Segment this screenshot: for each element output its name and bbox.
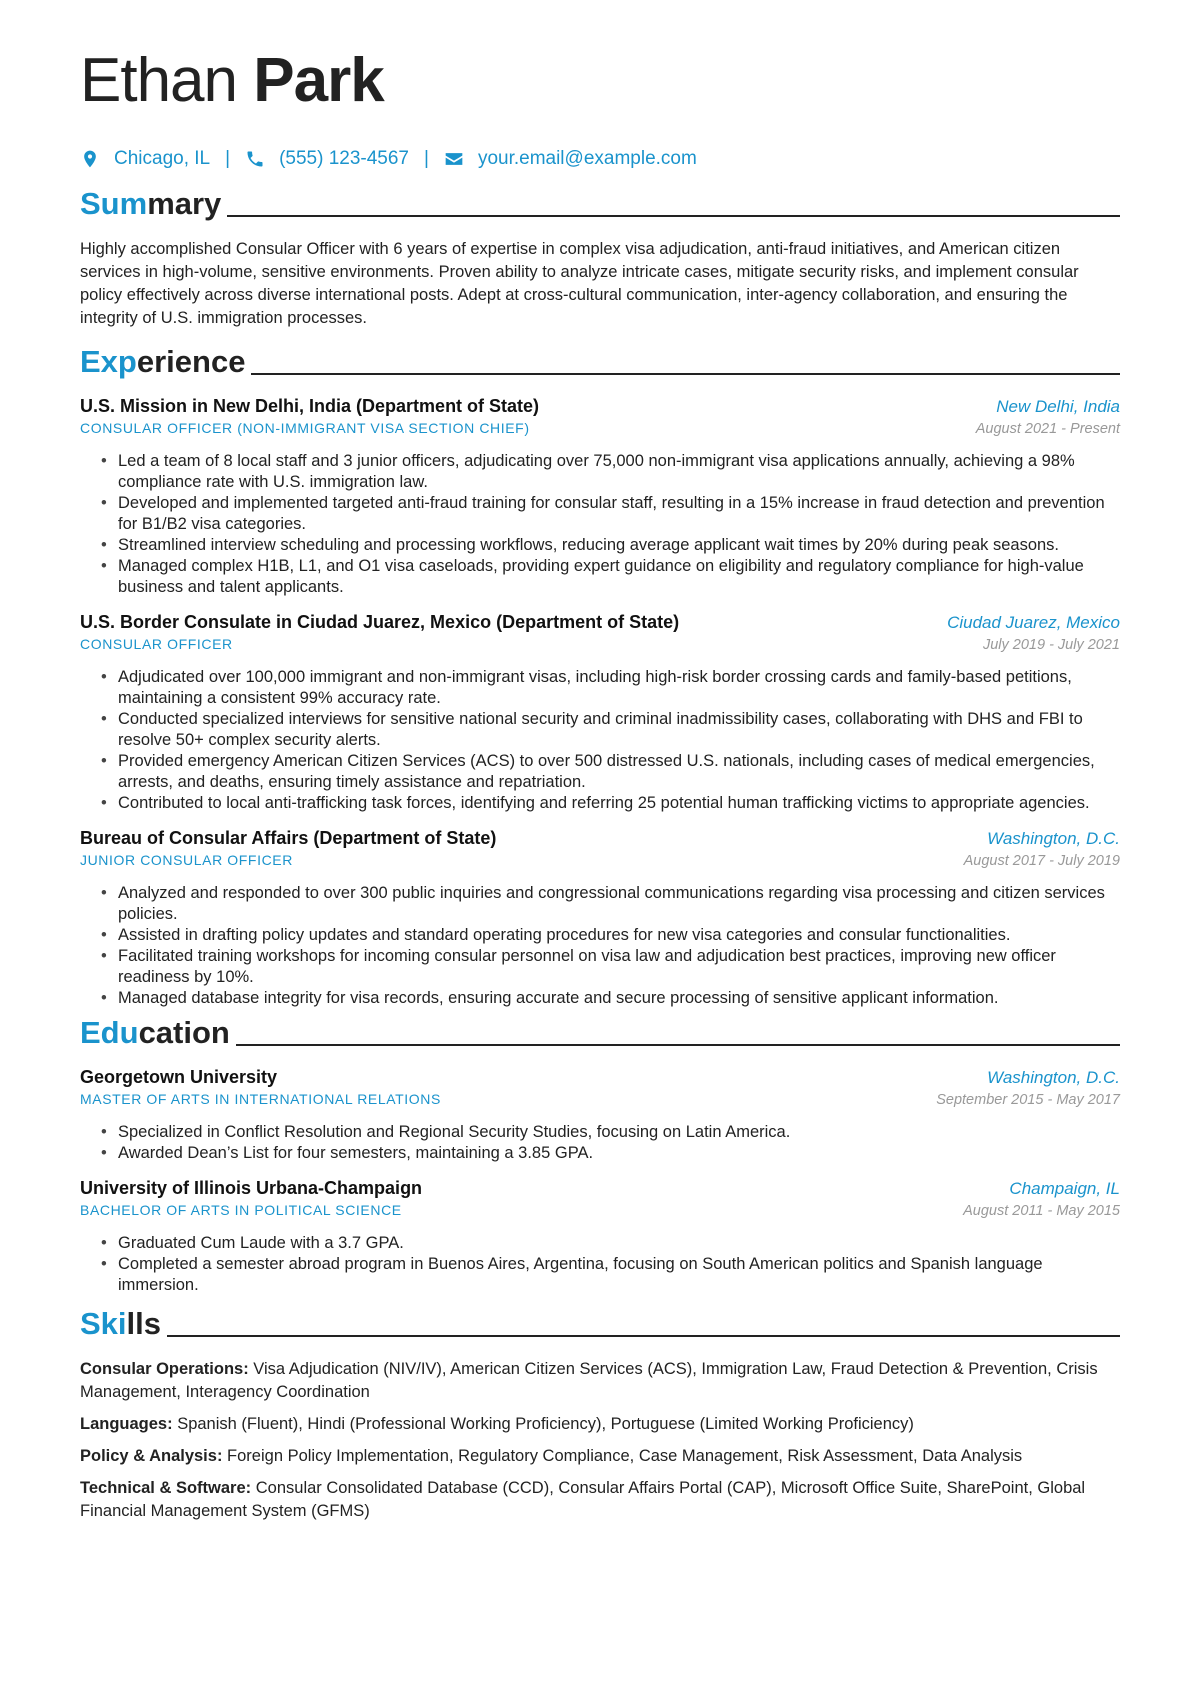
entry-role: BACHELOR OF ARTS IN POLITICAL SCIENCE — [80, 1202, 402, 1218]
experience-list — [80, 396, 1120, 1009]
entry-dates: July 2019 - July 2021 — [982, 637, 1120, 653]
bullet-item: • Completed a semester abroad program in Buenos Aires, Argentina, focusing on South American politics and Spanish language immersion. — [118, 1254, 1120, 1296]
bullet-item: • Awarded Dean’s List for four semesters, maintaining a 3.85 GPA. — [118, 1143, 1120, 1164]
contact-separator: | — [424, 148, 429, 169]
skills-section-heading — [80, 1304, 1120, 1344]
resume-page — [80, 40, 1120, 1532]
skill-value: Consular Consolidated Database (CCD), Consular Affairs Portal (CAP), Microsoft Office Suite, SharePoint, Global Financial Management System (GFMS) — [80, 1479, 1086, 1520]
entry-subheader-row — [80, 852, 1120, 869]
entry-location: Washington, D.C. — [987, 829, 1120, 848]
location-text: Chicago, IL — [114, 148, 211, 169]
entry-location: Ciudad Juarez, Mexico — [947, 613, 1120, 632]
section-rule — [227, 215, 1120, 217]
skill-row — [80, 1445, 1120, 1468]
section-title: Education — [80, 1015, 230, 1050]
skill-value: Visa Adjudication (NIV/IV), American Citizen Services (ACS), Immigration Law, Fraud Detection & Prevention, Crisis Management, Interagency Coordination — [80, 1360, 1098, 1401]
summary-section-heading — [80, 184, 1120, 224]
experience-entry — [80, 396, 1120, 598]
entry-bullets — [80, 451, 1120, 598]
entry-role: JUNIOR CONSULAR OFFICER — [80, 852, 293, 868]
bullet-item: • Assisted in drafting policy updates and standard operating procedures for new visa categories and consular functionalities. — [118, 925, 1120, 946]
bullet-item: • Developed and implemented targeted anti-fraud training for consular staff, resulting in a 15% increase in fraud detection and prevention for B1/B2 visa categories. — [118, 493, 1120, 535]
bullet-item: • Managed database integrity for visa records, ensuring accurate and secure processing of sensitive applicant information. — [118, 988, 1120, 1009]
entry-organization: U.S. Border Consulate in Ciudad Juarez, Mexico (Department of State) — [80, 612, 680, 632]
education-list — [80, 1067, 1120, 1296]
entry-organization: U.S. Mission in New Delhi, India (Department of State) — [80, 396, 540, 416]
education-entry — [80, 1067, 1120, 1164]
entry-location: New Delhi, India — [996, 397, 1120, 416]
entry-header-row — [80, 396, 1120, 417]
entry-header-row — [80, 1067, 1120, 1088]
bullet-item: • Managed complex H1B, L1, and O1 visa caseloads, providing expert guidance on eligibility and regulatory compliance for high-value business and talent applicants. — [118, 556, 1120, 598]
email-link[interactable]: your.email@example.com — [477, 148, 697, 169]
entry-bullets — [80, 883, 1120, 1009]
skill-label: Languages: — [80, 1415, 173, 1433]
entry-bullets — [80, 667, 1120, 814]
entry-role: MASTER OF ARTS IN INTERNATIONAL RELATIONS — [80, 1091, 441, 1107]
phone-icon — [245, 149, 265, 169]
skill-value: Spanish (Fluent), Hindi (Professional Working Proficiency), Portuguese (Limited Working Proficiency) — [177, 1415, 914, 1433]
entry-dates: August 2021 - Present — [975, 421, 1120, 437]
entry-dates: August 2017 - July 2019 — [963, 853, 1120, 869]
entry-organization: Georgetown University — [80, 1067, 278, 1087]
entry-organization: Bureau of Consular Affairs (Department of State) — [80, 828, 497, 848]
map-pin-icon — [80, 149, 100, 169]
bullet-item: • Provided emergency American Citizen Services (ACS) to over 500 distressed U.S. nationals, including cases of medical emergencies, arrests, and deaths, ensuring timely assistance and repatriation. — [118, 751, 1120, 793]
experience-entry — [80, 828, 1120, 1009]
entry-bullets — [80, 1122, 1120, 1164]
entry-header-row — [80, 612, 1120, 633]
skill-value: Foreign Policy Implementation, Regulatory Compliance, Case Management, Risk Assessment, Data Analysis — [227, 1447, 1023, 1465]
candidate-name — [80, 40, 1120, 122]
entry-role: CONSULAR OFFICER (NON-IMMIGRANT VISA SECTION CHIEF) — [80, 420, 530, 436]
entry-dates: September 2015 - May 2017 — [936, 1092, 1120, 1108]
entry-subheader-row — [80, 1202, 1120, 1219]
phone-text: (555) 123-4567 — [279, 148, 409, 169]
bullet-item: • Led a team of 8 local staff and 3 junior officers, adjudicating over 75,000 non-immigrant visa applications annually, achieving a 98% compliance rate with U.S. immigration law. — [118, 451, 1120, 493]
bullet-item: • Facilitated training workshops for incoming consular personnel on visa law and adjudication best practices, improving new officer readiness by 10%. — [118, 946, 1120, 988]
bullet-item: • Graduated Cum Laude with a 3.7 GPA. — [118, 1233, 1120, 1254]
contact-email[interactable] — [444, 148, 697, 170]
entry-organization: University of Illinois Urbana-Champaign — [80, 1178, 423, 1198]
entry-subheader-row — [80, 1091, 1120, 1108]
last-name: Park — [253, 46, 384, 115]
bullet-item: • Specialized in Conflict Resolution and Regional Security Studies, focusing on Latin America. — [118, 1122, 1120, 1143]
summary-text: Highly accomplished Consular Officer with 6 years of expertise in complex visa adjudication, anti-fraud initiatives, and American citizen services in high-volume, sensitive environments. Proven ability to analyze intricate cases, mitigate security risks, and implement consular policy effectively across diverse international posts. Adept at cross-cultural communication, inter-agency collaboration, and ensuring the integrity of U.S. immigration processes. — [80, 240, 1079, 327]
section-rule — [251, 373, 1120, 375]
contact-bar — [80, 144, 1120, 174]
skill-row — [80, 1358, 1120, 1404]
experience-section-heading — [80, 342, 1120, 382]
bullet-item: • Conducted specialized interviews for sensitive national security and criminal inadmissibility cases, collaborating with DHS and FBI to resolve 50+ complex security alerts. — [118, 709, 1120, 751]
skills-list — [80, 1358, 1120, 1523]
entry-header-row — [80, 828, 1120, 849]
first-name: Ethan — [80, 46, 238, 115]
skill-row — [80, 1413, 1120, 1436]
section-title: Summary — [80, 186, 222, 221]
section-rule — [167, 1335, 1120, 1337]
bullet-item: • Streamlined interview scheduling and processing workflows, reducing average applicant wait times by 20% during peak seasons. — [118, 535, 1120, 556]
entry-location: Washington, D.C. — [987, 1068, 1120, 1087]
skill-label: Consular Operations: — [80, 1360, 249, 1378]
education-section-heading — [80, 1013, 1120, 1053]
education-entry — [80, 1178, 1120, 1296]
envelope-icon — [444, 149, 464, 169]
entry-subheader-row — [80, 636, 1120, 653]
skill-label: Policy & Analysis: — [80, 1447, 223, 1465]
skill-row — [80, 1477, 1120, 1523]
contact-phone[interactable] — [245, 148, 409, 170]
skill-label: Technical & Software: — [80, 1479, 252, 1497]
contact-separator: | — [225, 148, 231, 169]
bullet-item: • Analyzed and responded to over 300 public inquiries and congressional communications regarding visa processing and citizen services policies. — [118, 883, 1120, 925]
section-title: Experience — [80, 344, 246, 379]
entry-location: Champaign, IL — [1009, 1179, 1120, 1198]
experience-entry — [80, 612, 1120, 814]
contact-location — [80, 148, 210, 170]
section-title: Skills — [80, 1306, 161, 1341]
bullet-item: • Contributed to local anti-trafficking task forces, identifying and referring 25 potential human trafficking victims to appropriate agencies. — [118, 793, 1120, 814]
bullet-item: • Adjudicated over 100,000 immigrant and non-immigrant visas, including high-risk border crossing cards and family-based petitions, maintaining a consistent 99% accuracy rate. — [118, 667, 1120, 709]
entry-bullets — [80, 1233, 1120, 1296]
entry-role: CONSULAR OFFICER — [80, 636, 233, 652]
entry-header-row — [80, 1178, 1120, 1199]
section-rule — [236, 1044, 1120, 1046]
entry-dates: August 2011 - May 2015 — [963, 1203, 1120, 1219]
entry-subheader-row — [80, 420, 1120, 437]
